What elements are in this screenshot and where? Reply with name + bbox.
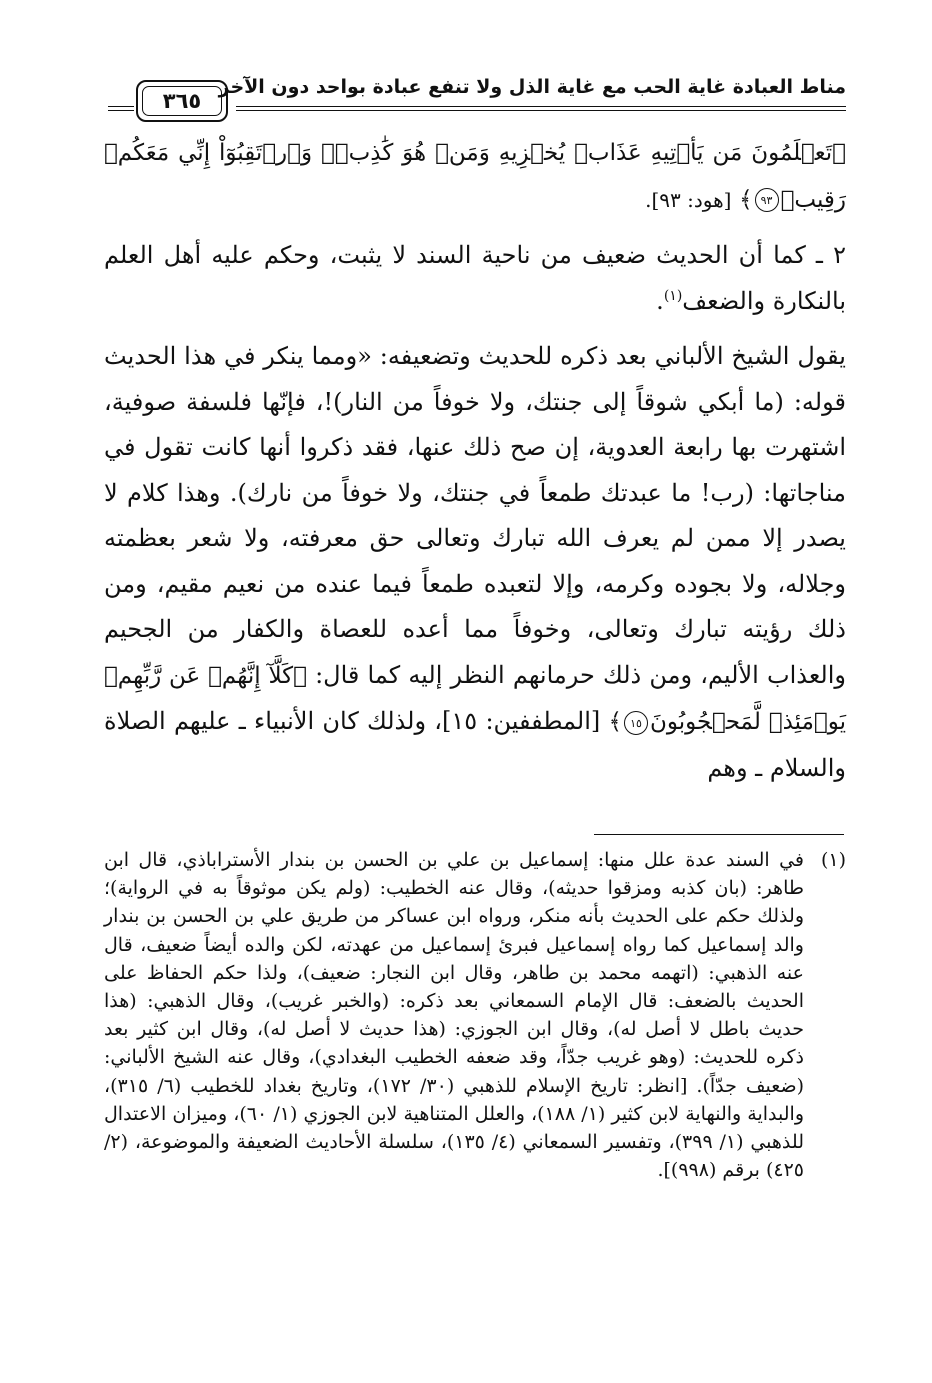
albani-quote-paragraph xyxy=(104,334,846,791)
running-title: مناط العبادة غاية الحب مع غاية الذل ولا تنفع عبادة بواحد دون الآخر xyxy=(218,76,846,98)
page-number: ٣٦٥ xyxy=(142,86,222,116)
footnote-text: في السند عدة علل منها: إسماعيل بن علي بن الحسن بن بندار الأستراباذي، قال ابن طاهر: (بان كذبه ومزقوا حديثه)، وقال عنه الخطيب: (ولم يكن موثوقاً به في الرواية)؛ ولذلك حكم على الحديث بأنه منكر، ورواه ابن عساكر من طريق علي بن الحسن بن بندار والد إسماعيل كما رواه إسماعيل فبرئ إسماعيل من عهدته، لكن والده أيضاً ضعيف، قال عنه الذهبي: (اتهمه محمد بن طاهر، وقال ابن النجار: ضعيف)، ولذا حكم الحفاظ على الحديث بالضعف: قال الإمام السمعاني بعد ذكره: (والخبر غريب)، وقال الذهبي: (هذا حديث باطل لا أصل له)، وقال ابن الجوزي: (هذا حديث لا أصل له)، وقال ابن كثير بعد ذكره للحديث: (وهو غريب جدّاً، وقد ضعفه الخطيب البغدادي)، وقال عنه الشيخ الألباني: (ضعيف جدّاً). [انظر: تاريخ الإسلام للذهبي (٣٠/ ١٧٢)، وتاريخ بغداد للخطيب (٦/ ٣١٥)، والبداية والنهاية لابن كثير (١/ ١٨٨)، والعلل المتناهية لابن الجوزي (١/ ٦٠)، وميزان الاعتدال للذهبي (١/ ٣٩٩)، وتفسير السمعاني (٤/ ١٣٥)، سلسلة الأحاديث الضعيفة والموضوعة، (٢/ ٤٢٥) برقم (٩٩٨)]. xyxy=(104,849,805,1182)
main-text xyxy=(104,130,846,791)
quran-close-bracket: ﴾ xyxy=(739,186,753,213)
albani-quote-text: يقول الشيخ الألباني بعد ذكره للحديث وتضعيفه: «ومما ينكر في هذا الحديث قوله: (ما أبكي شوقاً إلى جنتك، ولا خوفاً من النار)!، فإنّها فلسفة صوفية، اشتهرت بها رابعة العدوية، إن صح ذلك عنها، فقد ذكروا أنها كانت تقول في مناجاتها: (رب! ما عبدتك طمعاً في جنتك، ولا خوفاً من نارك). وهذا كلام لا يصدر إلا ممن لم يعرف الله تبارك وتعالى حق معرفته، ولا شعر بعظمته وجلاله، ولا بجوده وكرمه، وإلا لتعبده طمعاً فيما عنده من نعيم مقيم، ومن ذلك رؤيته تبارك وتعالى، وخوفاً مما أعده للعصاة والكفار من الجحيم والعذاب الأليم، ومن ذلك حرمانهم النظر إليه كما قال: xyxy=(104,342,846,689)
point-2-end: . xyxy=(656,286,664,315)
footnote-number: (١) xyxy=(820,849,846,871)
quran-verse: ﴿تَعۡلَمُونَ مَن يَأۡتِيهِ عَذَابٞ يُخۡزِيهِ وَمَنۡ هُوَ كَٰذِبٞۖ وَٱرۡتَقِبُوٓاْ إِنِّي مَعَكُمۡ رَقِيبٞ xyxy=(104,140,846,213)
footnote xyxy=(104,846,846,1184)
quran-verse-paragraph xyxy=(104,130,846,223)
page-header xyxy=(108,66,846,126)
footnote-separator xyxy=(594,834,844,835)
albani-quote-end: [المطففين: ١٥]، ولذلك كان الأنبياء ـ عليهم الصلاة والسلام ـ وهم xyxy=(104,707,846,782)
page-number-frame xyxy=(136,80,228,122)
quran-verse-2: ﴿كَلَّآ إِنَّهُمۡ عَن رَّبِّهِمۡ يَوۡمَئِذٖ لَّمَحۡجُوبُونَ xyxy=(104,662,846,735)
header-rule xyxy=(236,106,846,111)
aya-number-marker-2: ١٥ xyxy=(624,711,648,735)
footnote-marker: (١) xyxy=(663,287,683,304)
aya-number-marker: ٩٣ xyxy=(755,188,779,212)
point-2-paragraph xyxy=(104,233,846,324)
point-2-text: ٢ ـ كما أن الحديث ضعيف من ناحية السند لا يثبت، وحكم عليه أهل العلم بالنكارة والضعف xyxy=(104,241,846,315)
quran-close-bracket-2: ﴾ xyxy=(608,709,622,735)
header-rule-stub xyxy=(108,106,134,111)
quran-reference: [هود: ٩٣]. xyxy=(645,187,732,212)
